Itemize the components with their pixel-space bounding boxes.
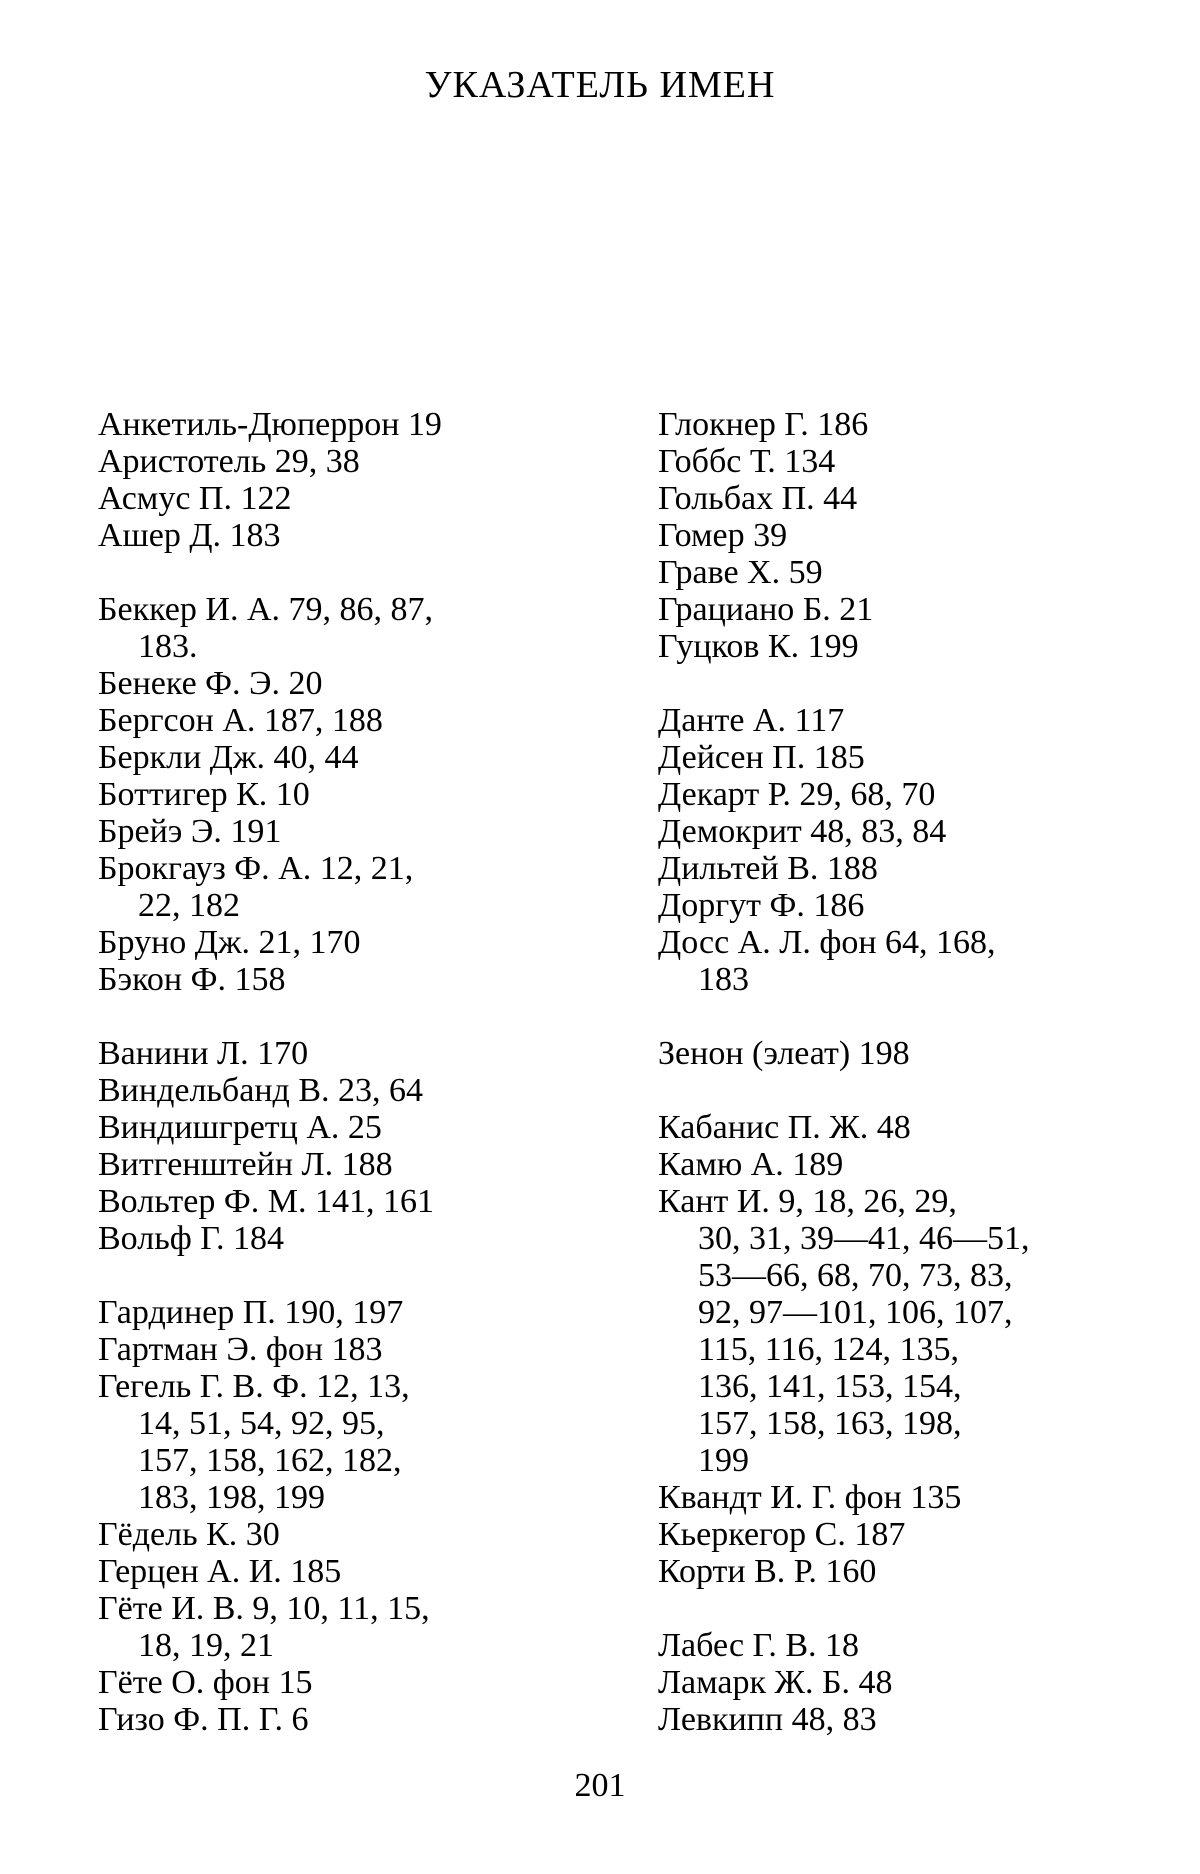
index-entry xyxy=(658,1109,1178,1146)
index-entry-text: Дейсен П. 185 xyxy=(658,739,865,776)
index-entry-text: Гегель Г. В. Ф. 12, 13, xyxy=(98,1368,410,1405)
index-entry xyxy=(98,850,598,924)
index-entry-text: Гёте О. фон 15 xyxy=(98,1664,313,1701)
group-separator xyxy=(658,665,1178,702)
index-entry xyxy=(658,702,1178,739)
index-entry-text: Анкетиль-Дюперрон 19 xyxy=(98,406,442,443)
group-separator xyxy=(658,1590,1178,1627)
index-entry xyxy=(98,1590,598,1664)
index-entry xyxy=(658,1627,1178,1664)
index-entry-continuation: 14, 51, 54, 92, 95, xyxy=(138,1405,385,1442)
index-entry-text: Данте А. 117 xyxy=(658,702,845,739)
index-entry-text: Бэкон Ф. 158 xyxy=(98,961,286,998)
index-entry-text: Гоббс Т. 134 xyxy=(658,443,836,480)
index-entry xyxy=(98,517,598,554)
index-entry-continuation: 183, 198, 199 xyxy=(138,1479,325,1516)
index-entry-text: Гардинер П. 190, 197 xyxy=(98,1294,404,1331)
index-entry-continuation: 92, 97—101, 106, 107, xyxy=(698,1294,1013,1331)
index-entry-text: Лабес Г. В. 18 xyxy=(658,1627,860,1664)
index-entry xyxy=(658,591,1178,628)
index-entry xyxy=(98,1072,598,1109)
index-entry-text: Ашер Д. 183 xyxy=(98,517,281,554)
index-entry-continuation: 183. xyxy=(138,628,198,665)
index-entry xyxy=(98,1331,598,1368)
index-entry-text: Виндишгретц А. 25 xyxy=(98,1109,382,1146)
index-entry-text: Корти В. Р. 160 xyxy=(658,1553,877,1590)
index-entry xyxy=(658,480,1178,517)
index-entry xyxy=(98,1516,598,1553)
index-entry-continuation: 53—66, 68, 70, 73, 83, xyxy=(698,1257,1013,1294)
index-entry xyxy=(98,1146,598,1183)
group-separator xyxy=(98,554,598,591)
index-entry-text: Брейэ Э. 191 xyxy=(98,813,282,850)
index-entry-text: Гёте И. В. 9, 10, 11, 15, xyxy=(98,1590,430,1627)
index-entry xyxy=(98,1183,598,1220)
index-entry xyxy=(98,739,598,776)
index-entry-text: Левкипп 48, 83 xyxy=(658,1701,877,1738)
index-entry-text: Асмус П. 122 xyxy=(98,480,292,517)
index-entry-continuation: 30, 31, 39—41, 46—51, xyxy=(698,1220,1030,1257)
index-entry-text: Гольбах П. 44 xyxy=(658,480,858,517)
index-entry xyxy=(658,517,1178,554)
group-separator xyxy=(98,1257,598,1294)
index-entry-text: Камю А. 189 xyxy=(658,1146,844,1183)
page-title: УКАЗАТЕЛЬ ИМЕН xyxy=(424,64,776,106)
index-entry-text: Ванини Л. 170 xyxy=(98,1035,309,1072)
index-entry xyxy=(658,1035,1178,1072)
index-entry-text: Аристотель 29, 38 xyxy=(98,443,360,480)
index-entry xyxy=(658,1516,1178,1553)
index-entry xyxy=(658,739,1178,776)
index-entry-text: Гёдель К. 30 xyxy=(98,1516,280,1553)
index-entry-text: Демокрит 48, 83, 84 xyxy=(658,813,947,850)
index-entry-text: Гомер 39 xyxy=(658,517,788,554)
index-entry-text: Доргут Ф. 186 xyxy=(658,887,865,924)
index-entry-continuation: 157, 158, 163, 198, xyxy=(698,1405,962,1442)
index-entry-text: Герцен А. И. 185 xyxy=(98,1553,342,1590)
index-column-right xyxy=(658,406,1178,1738)
index-entry-text: Досс А. Л. фон 64, 168, xyxy=(658,924,996,961)
index-entry-text: Бруно Дж. 21, 170 xyxy=(98,924,361,961)
index-entry-text: Граве Х. 59 xyxy=(658,554,823,591)
index-entry xyxy=(98,1109,598,1146)
index-entry-text: Дильтей В. 188 xyxy=(658,850,878,887)
index-entry xyxy=(98,591,598,665)
group-separator xyxy=(98,998,598,1035)
index-entry xyxy=(658,1701,1178,1738)
index-entry xyxy=(98,1294,598,1331)
index-entry-continuation: 136, 141, 153, 154, xyxy=(698,1368,962,1405)
index-entry xyxy=(98,924,598,961)
index-entry xyxy=(98,665,598,702)
index-entry-text: Кабанис П. Ж. 48 xyxy=(658,1109,911,1146)
index-entry-text: Беккер И. А. 79, 86, 87, xyxy=(98,591,434,628)
index-entry xyxy=(98,480,598,517)
index-entry-text: Беркли Дж. 40, 44 xyxy=(98,739,359,776)
group-separator xyxy=(658,1072,1178,1109)
index-entry xyxy=(98,1368,598,1516)
index-entry xyxy=(98,1220,598,1257)
index-entry xyxy=(658,776,1178,813)
index-entry xyxy=(658,850,1178,887)
index-entry xyxy=(658,406,1178,443)
index-entry-text: Гуцков К. 199 xyxy=(658,628,859,665)
page-number: 201 xyxy=(574,1767,626,1804)
index-entry-continuation: 115, 116, 124, 135, xyxy=(698,1331,959,1368)
index-entry xyxy=(658,443,1178,480)
index-entry-text: Зенон (элеат) 198 xyxy=(658,1035,910,1072)
index-entry xyxy=(98,813,598,850)
index-entry-text: Глокнер Г. 186 xyxy=(658,406,869,443)
index-entry xyxy=(658,1479,1178,1516)
index-entry xyxy=(98,1035,598,1072)
index-entry-text: Витгенштейн Л. 188 xyxy=(98,1146,393,1183)
index-entry-continuation: 183 xyxy=(698,961,749,998)
index-entry-continuation: 199 xyxy=(698,1442,749,1479)
index-entry xyxy=(98,961,598,998)
index-entry-continuation: 18, 19, 21 xyxy=(138,1627,274,1664)
index-entry-text: Боттигер К. 10 xyxy=(98,776,310,813)
index-entry-text: Виндельбанд В. 23, 64 xyxy=(98,1072,423,1109)
index-entry xyxy=(658,1183,1178,1479)
index-entry-text: Бенеке Ф. Э. 20 xyxy=(98,665,323,702)
index-entry-text: Декарт Р. 29, 68, 70 xyxy=(658,776,936,813)
index-entry-text: Кант И. 9, 18, 26, 29, xyxy=(658,1183,957,1220)
index-entry-text: Кьеркегор С. 187 xyxy=(658,1516,906,1553)
index-entry xyxy=(658,1553,1178,1590)
index-entry-text: Ламарк Ж. Б. 48 xyxy=(658,1664,893,1701)
index-entry xyxy=(658,1664,1178,1701)
index-entry-text: Гартман Э. фон 183 xyxy=(98,1331,383,1368)
index-entry xyxy=(658,1146,1178,1183)
index-entry xyxy=(98,1701,598,1738)
index-entry-text: Брокгауз Ф. А. 12, 21, xyxy=(98,850,414,887)
index-entry xyxy=(658,924,1178,998)
index-entry xyxy=(98,443,598,480)
index-entry xyxy=(98,776,598,813)
index-entry xyxy=(658,813,1178,850)
index-entry xyxy=(98,1553,598,1590)
index-entry xyxy=(658,628,1178,665)
index-entry-text: Вольтер Ф. М. 141, 161 xyxy=(98,1183,434,1220)
index-entry-text: Бергсон А. 187, 188 xyxy=(98,702,383,739)
index-entry xyxy=(98,702,598,739)
group-separator xyxy=(658,998,1178,1035)
index-entry-continuation: 157, 158, 162, 182, xyxy=(138,1442,402,1479)
index-column-left xyxy=(98,406,598,1738)
index-entry xyxy=(658,554,1178,591)
index-entry-text: Гизо Ф. П. Г. 6 xyxy=(98,1701,309,1738)
index-entry-continuation: 22, 182 xyxy=(138,887,240,924)
index-entry-text: Квандт И. Г. фон 135 xyxy=(658,1479,962,1516)
index-entry xyxy=(98,406,598,443)
index-entry xyxy=(658,887,1178,924)
index-entry-text: Вольф Г. 184 xyxy=(98,1220,285,1257)
index-entry-text: Грациано Б. 21 xyxy=(658,591,874,628)
index-entry xyxy=(98,1664,598,1701)
